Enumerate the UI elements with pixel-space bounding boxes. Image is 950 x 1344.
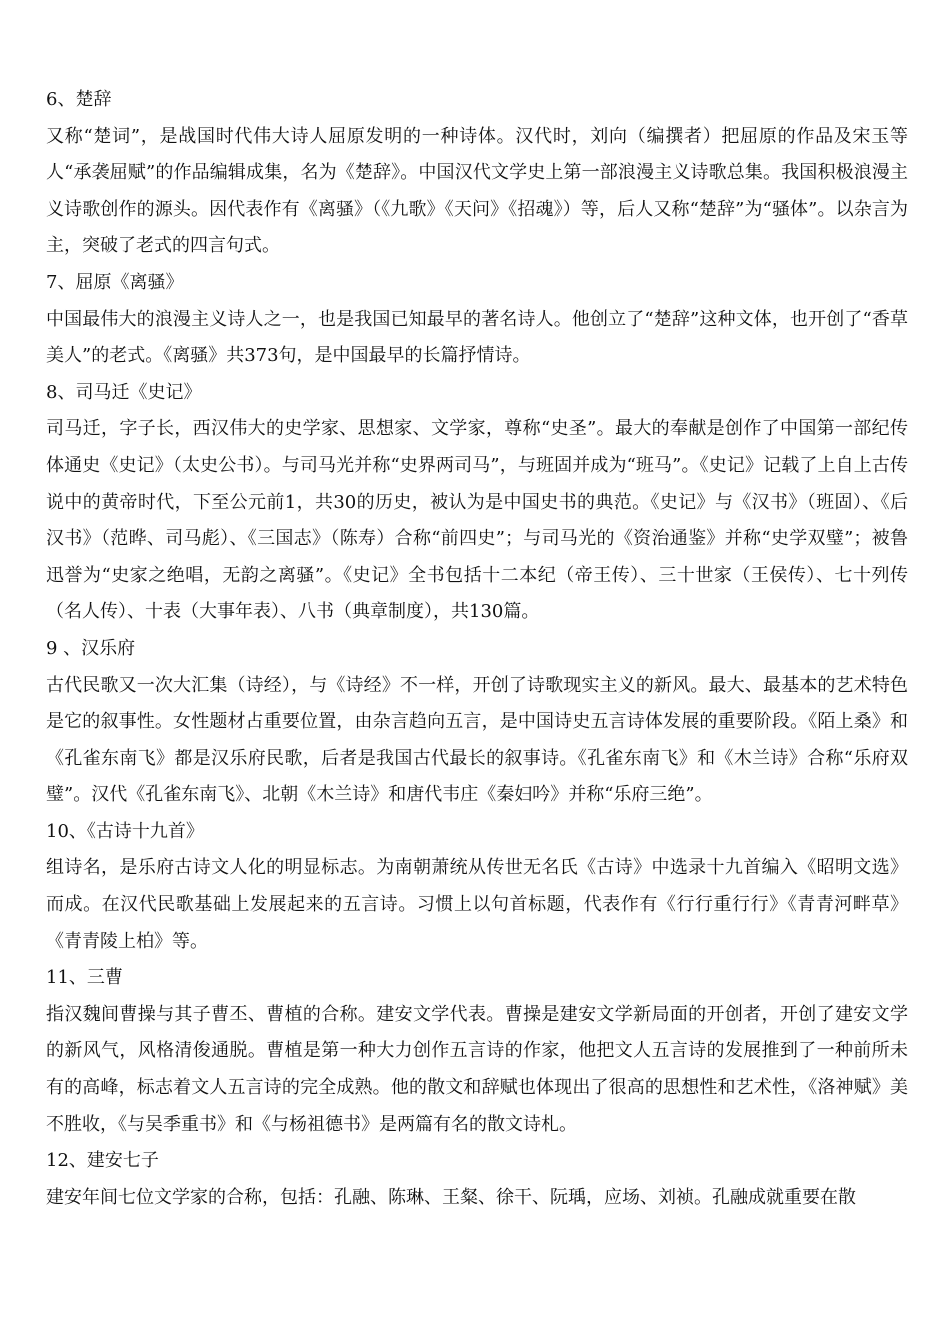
section-body: 又称“楚词”，是战国时代伟大诗人屈原发明的一种诗体。汉代时，刘向（编撰者）把屈原的作品及宋玉等人“承袭屈赋”的作品编辑成集，名为《楚辞》。中国汉代文学史上第一部浪漫主义诗歌总集。我国积极浪漫主义诗歌创作的源头。因代表作有《离骚》（《九歌》《天问》《招魂》）等，后人又称“楚辞”为“骚体”。以杂言为主，突破了老式的四言句式。: [46, 125, 908, 257]
section-heading: 8、司马迁《史记》: [46, 381, 202, 403]
section-body: 司马迁，字子长，西汉伟大的史学家、思想家、文学家，尊称“史圣”。最大的奉献是创作了中国第一部纪传体通史《史记》（太史公书）。与司马光并称“史界两司马”，与班固并成为“班马”。《史记》记载了上自上古传说中的黄帝时代，下至公元前1，共30的历史，被认为是中国史书的典范。《史记》与《汉书》（班固）、《后汉书》（范晔、司马彪）、《三国志》（陈寿）合称“前四史”；与司马光的《资治通鉴》并称“史学双璧”；被鲁迅誉为“史家之绝唱，无韵之离骚”。《史记》全书包括十二本纪（帝王传）、三十世家（王侯传）、七十列传（名人传）、十表（大事年表）、八书（典章制度），共130篇。: [46, 418, 908, 623]
section-body: 中国最伟大的浪漫主义诗人之一，也是我国已知最早的著名诗人。他创立了“楚辞”这种文体，也开创了“香草美人”的老式。《离骚》共373句，是中国最早的长篇抒情诗。: [46, 308, 908, 367]
section-heading: 10、《古诗十九首》: [46, 820, 204, 842]
section-heading: 7、屈原《离骚》: [46, 271, 184, 293]
section-body: 组诗名，是乐府古诗文人化的明显标志。为南朝萧统从传世无名氏《古诗》中选录十九首编入《昭明文选》而成。在汉代民歌基础上发展起来的五言诗。习惯上以句首标题，代表作有《行行重行行》《青青河畔草》《青青陵上柏》等。: [46, 857, 908, 952]
section-heading: 12、建安七子: [46, 1150, 159, 1172]
section-body: 指汉魏间曹操与其子曹丕、曹植的合称。建安文学代表。曹操是建安文学新局面的开创者，开创了建安文学的新风气，风格清俊通脱。曹植是第一种大力创作五言诗的作家，他把文人五言诗的发展推到了一种前所未有的高峰，标志着文人五言诗的完全成熟。他的散文和辞赋也体现出了很高的思想性和艺术性，《洛神赋》美不胜收，《与吴季重书》和《与杨祖德书》是两篇有名的散文诗札。: [46, 1003, 908, 1135]
document-page: [46, 82, 908, 1216]
section-body: 建安年间七位文学家的合称，包括：孔融、陈琳、王粲、徐干、阮瑀，应场、刘祯。孔融成就重要在散: [46, 1186, 856, 1208]
section-heading: 9 、汉乐府: [46, 637, 136, 659]
section-body: 古代民歌又一次大汇集（诗经），与《诗经》不一样，开创了诗歌现实主义的新风。最大、最基本的艺术特色是它的叙事性。女性题材占重要位置，由杂言趋向五言，是中国诗史五言诗体发展的重要阶段。《陌上桑》和《孔雀东南飞》都是汉乐府民歌，后者是我国古代最长的叙事诗。《孔雀东南飞》和《木兰诗》合称“乐府双璧”。汉代《孔雀东南飞》、北朝《木兰诗》和唐代韦庄《秦妇吟》并称“乐府三绝”。: [46, 674, 908, 806]
section-heading: 6、楚辞: [46, 89, 112, 110]
section-heading: 11、三曹: [46, 967, 123, 989]
